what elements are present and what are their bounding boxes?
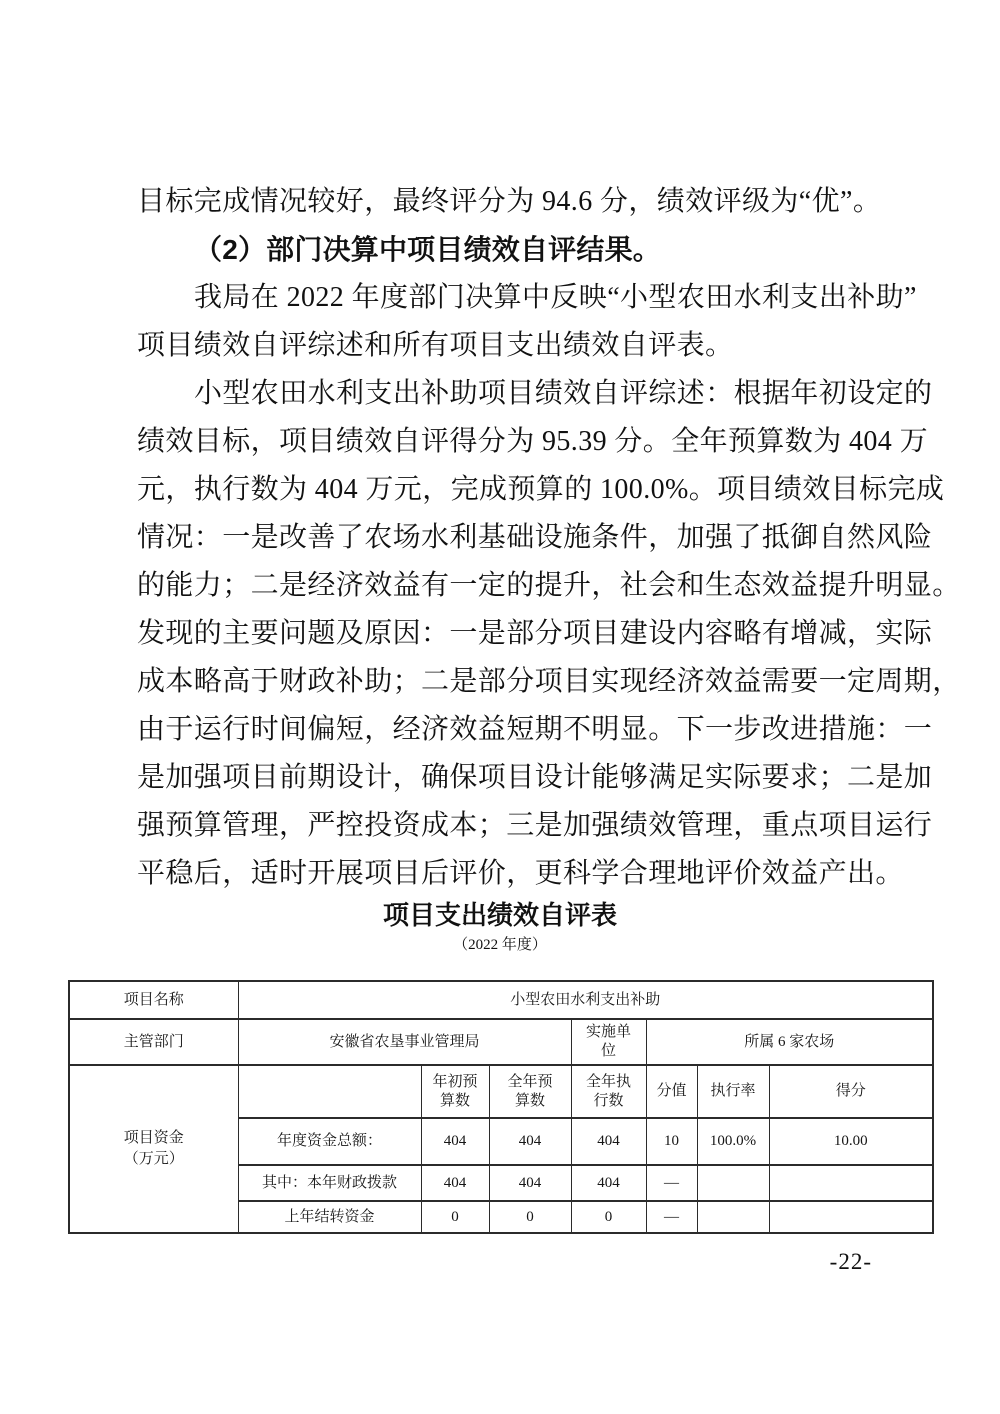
cell-value: 404 — [421, 1118, 489, 1165]
body-line: 是加强项目前期设计，确保项目设计能够满足实际要求；二是加 — [137, 762, 933, 793]
cell-value: 404 — [571, 1165, 646, 1201]
section-heading: （2）部门决算中项目绩效自评结果。 — [194, 234, 661, 265]
impl-unit-label-text: 实施单位 — [585, 1024, 631, 1059]
cell-weight: 10 — [646, 1118, 697, 1165]
body-line: 强预算管理，严控投资成本；三是加强绩效管理，重点项目运行 — [137, 810, 933, 841]
body-line: 成本略高于财政补助；二是部分项目实现经济效益需要一定周期， — [137, 666, 961, 697]
body-line: 的能力；二是经济效益有一定的提升，社会和生态效益提升明显。 — [137, 570, 961, 601]
body-line: 我局在 2022 年度部门决算中反映“小型农田水利支出补助” — [194, 282, 917, 313]
table-row-department — [69, 1019, 933, 1065]
table-row-project-name — [69, 981, 933, 1019]
body-line: 平稳后，适时开展项目后评价，更科学合理地评价效益产出。 — [137, 858, 904, 889]
row-label-fiscal-allocation: 其中：本年财政拨款 — [238, 1165, 421, 1201]
body-line: 目标完成情况较好，最终评分为 94.6 分，绩效评级为“优”。 — [137, 186, 882, 217]
header-blank-cell — [238, 1065, 421, 1118]
section-label-project-funds — [69, 1065, 238, 1233]
row-label-annual-total: 年度资金总额： — [238, 1118, 421, 1165]
row-label-carryover-funds: 上年结转资金 — [238, 1201, 421, 1233]
body-text — [137, 178, 961, 898]
cell-value: 0 — [421, 1201, 489, 1233]
impl-unit-label — [571, 1019, 646, 1065]
header-annual-budget-text: 全年预算数 — [507, 1073, 553, 1109]
header-annual-executed-text: 全年执行数 — [585, 1073, 631, 1109]
header-annual-budget — [489, 1065, 571, 1118]
cell-rate: 100.0% — [697, 1118, 769, 1165]
header-score-weight: 分值 — [646, 1065, 697, 1118]
cell-weight: — — [646, 1201, 697, 1233]
cell-value: 0 — [571, 1201, 646, 1233]
cell-value: 404 — [489, 1118, 571, 1165]
cell-score: 10.00 — [769, 1118, 933, 1165]
section-label-line2: （万元） — [123, 1151, 184, 1167]
project-name-label: 项目名称 — [69, 981, 238, 1019]
cell-score — [769, 1165, 933, 1201]
performance-self-evaluation-table — [68, 980, 934, 1234]
page-number: -22- — [829, 1249, 872, 1274]
body-line: 绩效目标，项目绩效自评得分为 95.39 分。全年预算数为 404 万 — [137, 426, 929, 457]
body-line: 由于运行时间偏短，经济效益短期不明显。下一步改进措施：一 — [137, 714, 933, 745]
cell-weight: — — [646, 1165, 697, 1201]
header-initial-budget-text: 年初预算数 — [432, 1073, 478, 1109]
table-title: 项目支出绩效自评表 — [382, 900, 617, 930]
cell-rate — [697, 1165, 769, 1201]
header-annual-executed — [571, 1065, 646, 1118]
section-label-line1: 项目资金 — [123, 1130, 184, 1146]
cell-value: 404 — [489, 1165, 571, 1201]
dept-label: 主管部门 — [69, 1019, 238, 1065]
header-execution-rate: 执行率 — [697, 1065, 769, 1118]
body-line: 发现的主要问题及原因：一是部分项目建设内容略有增减，实际 — [137, 618, 933, 649]
cell-value: 404 — [571, 1118, 646, 1165]
body-line: 项目绩效自评综述和所有项目支出绩效自评表。 — [137, 330, 734, 361]
cell-score — [769, 1201, 933, 1233]
body-line: 小型农田水利支出补助项目绩效自评综述：根据年初设定的 — [194, 378, 933, 409]
table-subtitle: （2022 年度） — [453, 937, 547, 953]
body-line: 元，执行数为 404 万元，完成预算的 100.0%。项目绩效目标完成 — [137, 474, 945, 505]
project-name-value: 小型农田水利支出补助 — [238, 981, 933, 1019]
table-row-headers — [69, 1065, 933, 1118]
impl-unit-value: 所属 6 家农场 — [646, 1019, 933, 1065]
cell-value: 0 — [489, 1201, 571, 1233]
cell-value: 404 — [421, 1165, 489, 1201]
header-initial-budget — [421, 1065, 489, 1118]
cell-rate — [697, 1201, 769, 1233]
body-line: 情况：一是改善了农场水利基础设施条件，加强了抵御自然风险 — [137, 522, 933, 553]
header-score: 得分 — [769, 1065, 933, 1118]
dept-value: 安徽省农垦事业管理局 — [238, 1019, 571, 1065]
